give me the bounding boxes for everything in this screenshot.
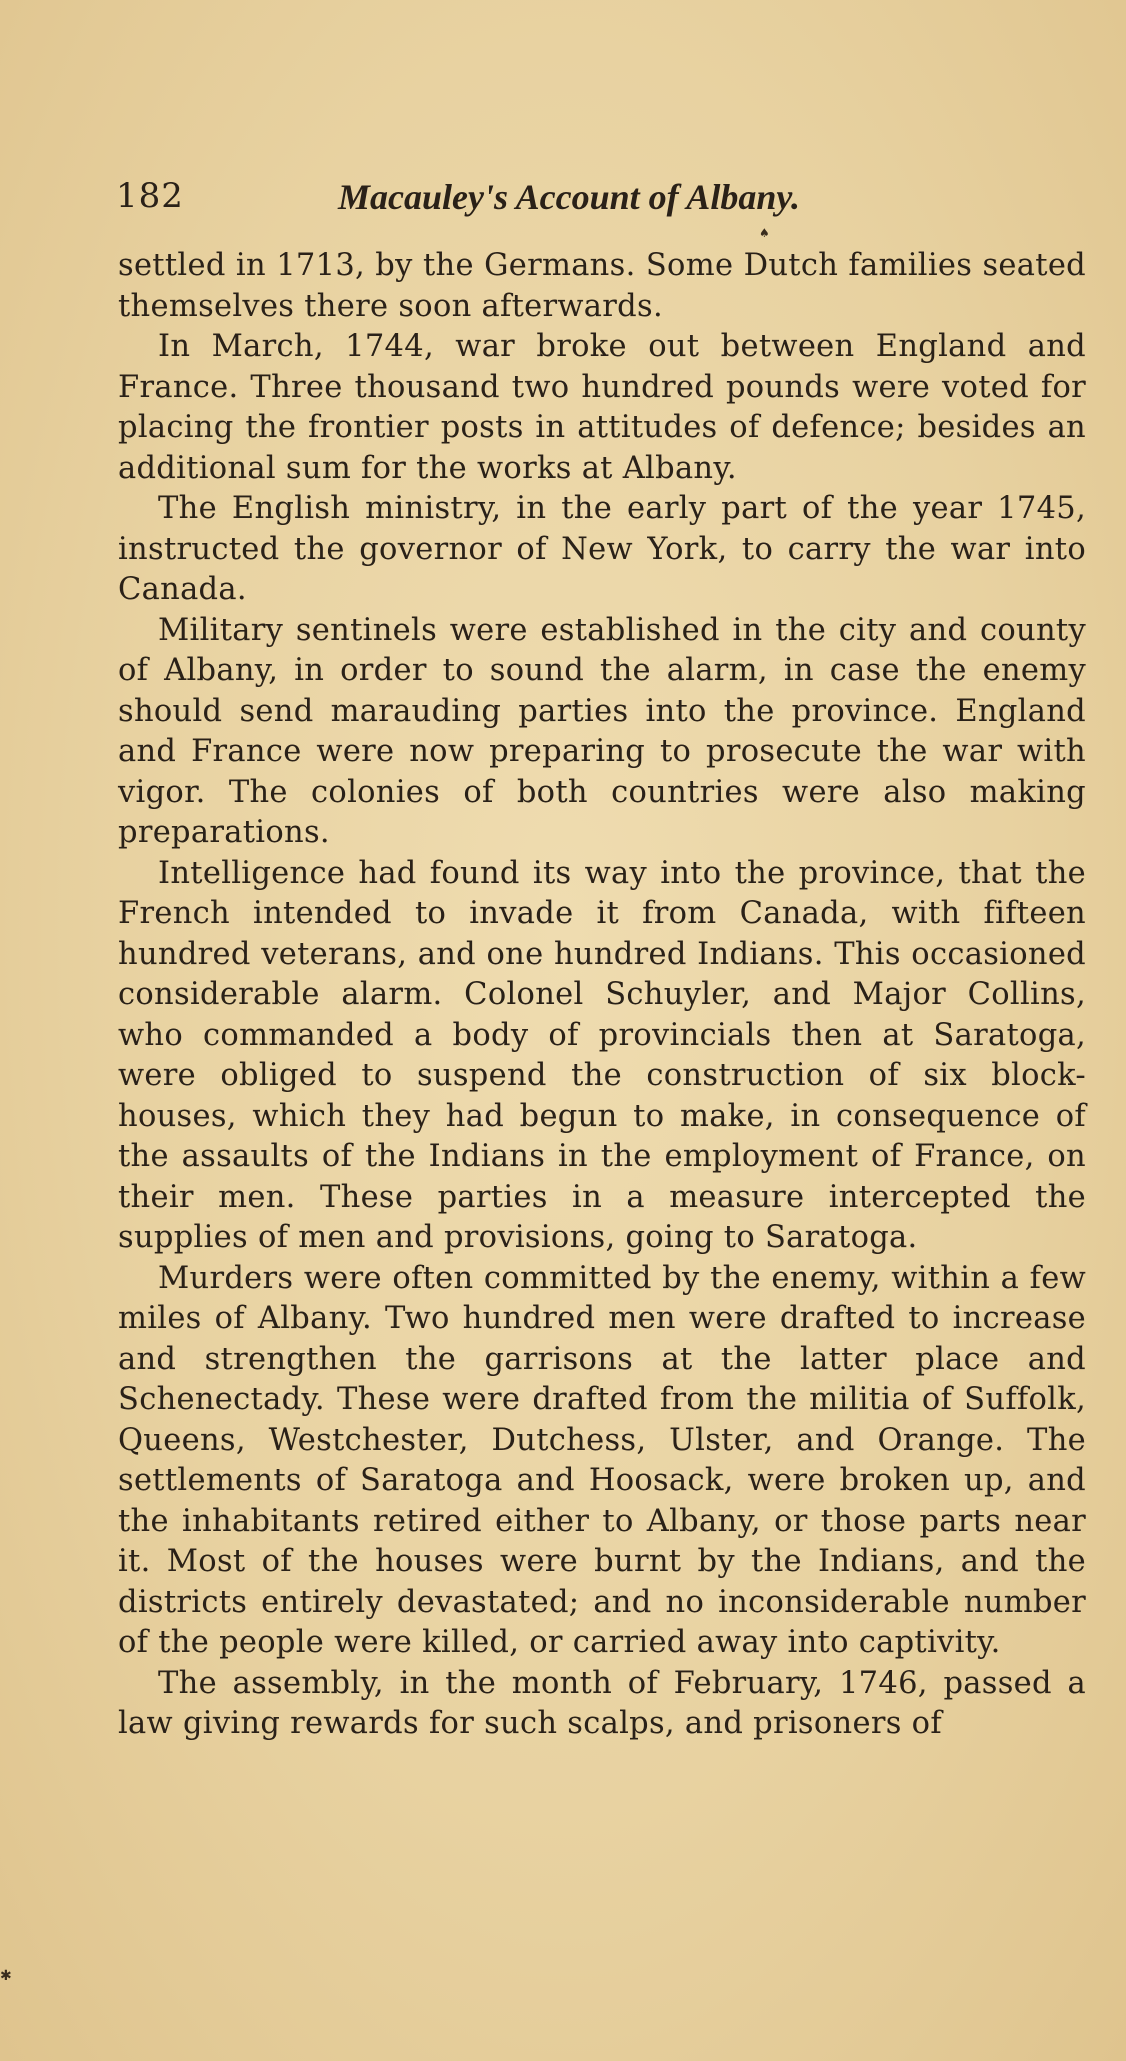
paragraph: The assembly, in the month of February, 1746, passed a law giving rewards for such scalps, and prisoners of [118, 1665, 1086, 1741]
paragraph: Intelligence had found its way into the province, that the French intended to invade it from Canada, with fifteen hundred veterans, and one hundred Indians. This occasioned considerable alarm. Colonel Schuyler, and Major Collins, who commanded a body of provincials then at Saratoga, were obliged to suspend the construction of six block-houses, which they had begun to make, in consequence of the assaults of the Indians in the employment of France, on their men. These parties in a measure intercepted the supplies of men and provisions, going to Saratoga. [118, 855, 1086, 1255]
body-text [118, 246, 1086, 1745]
paragraph: In March, 1744, war broke out between England and France. Three thousand two hundred pounds were voted for placing the frontier posts in attitudes of defence; besides an additional sum for the works at Albany. [118, 329, 1086, 486]
page-number: 182 [116, 176, 184, 216]
paragraph: The English ministry, in the early part of the year 1745, instructed the governor of New York, to carry the war into Canada. [118, 491, 1086, 607]
running-head [116, 176, 1016, 226]
paragraph: Murders were often committed by the enemy, within a few miles of Albany. Two hundred men were drafted to increase and strengthen the garrisons at the latter place and Schenectady. These were drafted from the militia of Suffolk, Queens, Westchester, Dutchess, Ulster, and Orange. The settlements of Saratoga and Hoosack, were broken up, and the inhabitants retired either to Albany, or those parts near it. Most of the houses were burnt by the Indians, and the districts entirely devastated; and no inconsiderable number of the people were killed, or carried away into captivity. [118, 1260, 1086, 1660]
ink-speck-mark: ✱ [0, 1968, 12, 1984]
paragraph: settled in 1713, by the Germans. Some Dutch families seated themselves there soon afterwards. [118, 248, 1086, 324]
running-title: Macauley's Account of Albany. [338, 177, 800, 217]
paragraph: Military sentinels were established in the city and county of Albany, in order to sound the alarm, in case the enemy should send marauding parties into the province. England and France were now preparing to prosecute the war with vigor. The colonies of both countries were also making preparations. [118, 612, 1086, 850]
ink-speck-mark: ♠ [759, 226, 770, 240]
